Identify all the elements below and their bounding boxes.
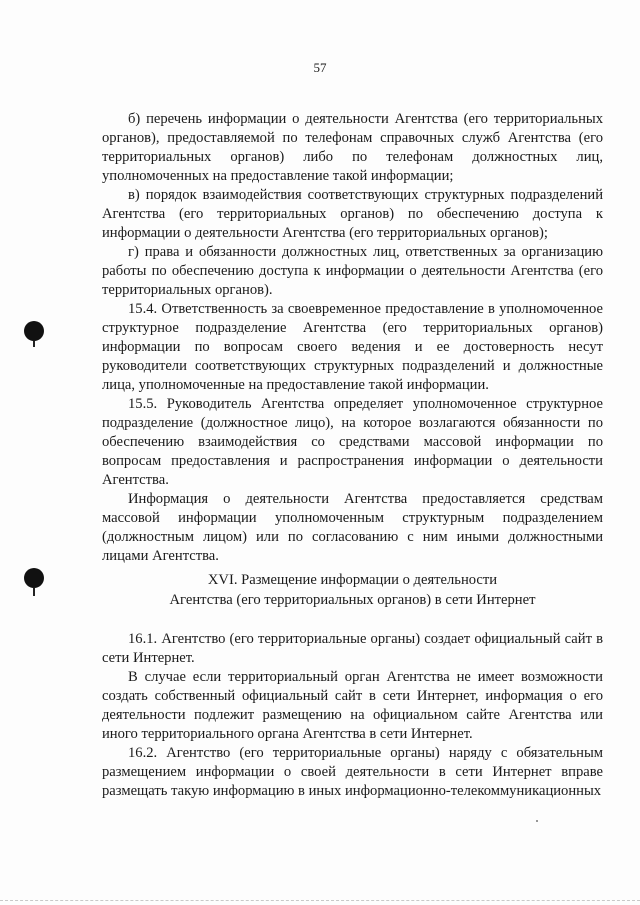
- paragraph: в) порядок взаимодействия соответствующих структурных подразделений Агентства (его территориальных органов) по обеспечению доступа к информации о деятельности Агентства (его территориальных органов);: [102, 187, 603, 241]
- paragraph: г) права и обязанности должностных лиц, ответственных за организацию работы по обеспечению доступа к информации о деятельности Агентства (его территориальных органов).: [102, 244, 603, 298]
- paragraph: В случае если территориальный орган Агентства не имеет возможности создать собственный официальный сайт в сети Интернет, информация о его деятельности подлежит размещению на официальном сайте Агентства или иного территориального органа Агентства в сети Интернет.: [102, 669, 603, 742]
- punch-hole-mark: [24, 568, 44, 588]
- scan-speck: [536, 820, 538, 822]
- paragraph: 16.1. Агентство (его территориальные органы) создает официальный сайт в сети Интернет.: [102, 631, 603, 666]
- section-heading-line: Агентства (его территориальных органов) в сети Интернет: [169, 592, 536, 608]
- punch-hole-tail: [33, 588, 35, 596]
- body-text-bottom: [102, 630, 603, 801]
- scan-bottom-edge: [0, 900, 640, 902]
- punch-hole-tail: [33, 341, 35, 347]
- section-heading: [102, 570, 603, 610]
- page-number: 57: [313, 60, 327, 75]
- section-heading-line: XVI. Размещение информации о деятельности: [207, 572, 498, 588]
- paragraph: 15.4. Ответственность за своевременное предоставление в уполномоченное структурное подразделение Агентства (его территориальных органов) информации по вопросам своего ведения и ее достоверность несут руководители соответствующих структурных подразделений и должностные лица, уполномоченные на предоставление такой информации.: [102, 301, 603, 393]
- paragraph: 15.5. Руководитель Агентства определяет уполномоченное структурное подразделение (должностное лицо), на которое возлагаются обязанности по обеспечению взаимодействия со средствами массовой информации по вопросам предоставления и распространения информации о деятельности Агентства.: [102, 396, 603, 488]
- paragraph: Информация о деятельности Агентства предоставляется средствам массовой информации уполномоченным структурным подразделением (должностным лицом) или по согласованию с ним иными должностными лицами Агентства.: [102, 491, 603, 564]
- punch-hole-mark: [24, 321, 44, 341]
- paragraph: 16.2. Агентство (его территориальные органы) наряду с обязательным размещением информации о своей деятельности в сети Интернет вправе размещать такую информацию в иных информационно-телекоммуникационных: [102, 745, 603, 799]
- body-text-top: [102, 110, 603, 566]
- paragraph: б) перечень информации о деятельности Агентства (его территориальных органов), предоставляемой по телефонам справочных служб Агентства (его территориальных органов) либо по телефонам должностных лиц, уполномоченных на предоставление такой информации;: [102, 111, 603, 184]
